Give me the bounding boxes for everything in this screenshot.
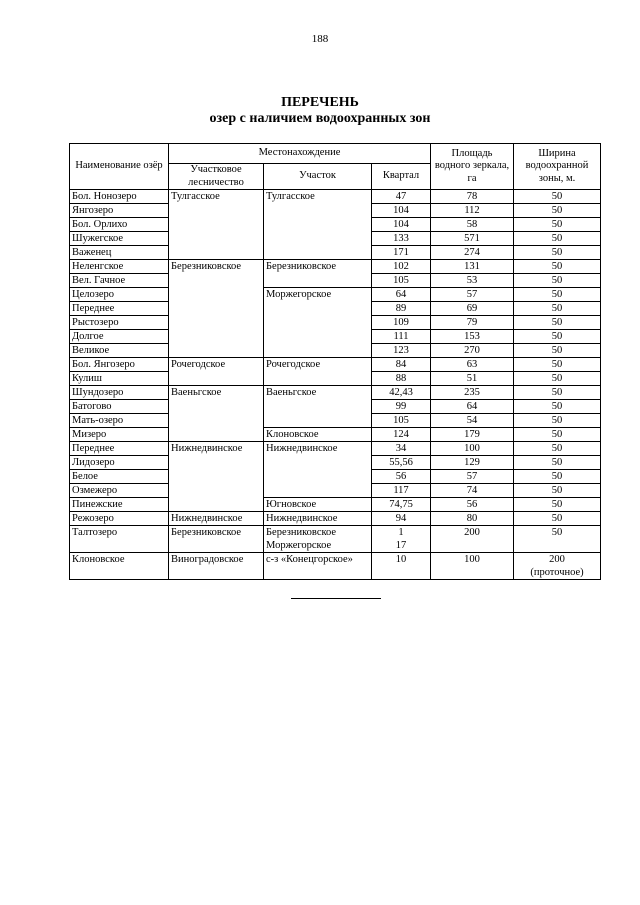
- table-row: [70, 246, 601, 260]
- lake-name-cell: Долгое: [70, 330, 169, 344]
- table-row: [70, 400, 601, 414]
- lake-name-cell: Бол. Орлихо: [70, 218, 169, 232]
- width-cell: 50: [514, 288, 601, 302]
- quarter-cell: 117: [372, 484, 431, 498]
- area-cell: [264, 344, 372, 358]
- quarter-cell: 102: [372, 260, 431, 274]
- area-cell: Рочегодское: [264, 358, 372, 372]
- forestry-cell: Нижнедвинское: [169, 442, 264, 456]
- table-row: [70, 344, 601, 358]
- surface-cell: 64: [431, 400, 514, 414]
- table-row: [70, 330, 601, 344]
- table-row: [70, 456, 601, 470]
- forestry-cell: [169, 344, 264, 358]
- area-cell: [264, 400, 372, 414]
- surface-cell: 200: [431, 526, 514, 553]
- lake-name-cell: Вел. Гачное: [70, 274, 169, 288]
- surface-cell: 51: [431, 372, 514, 386]
- forestry-cell: Тулгасское: [169, 190, 264, 204]
- table-row: [70, 442, 601, 456]
- table-row: [70, 260, 601, 274]
- table-row: [70, 484, 601, 498]
- surface-cell: 153: [431, 330, 514, 344]
- surface-cell: 56: [431, 498, 514, 512]
- surface-cell: 57: [431, 470, 514, 484]
- width-cell: 50: [514, 470, 601, 484]
- width-cell: 50: [514, 246, 601, 260]
- width-cell: 50: [514, 512, 601, 526]
- quarter-cell: 124: [372, 428, 431, 442]
- width-cell: 200 (проточное): [514, 553, 601, 580]
- forestry-cell: Нижнедвинское: [169, 512, 264, 526]
- width-cell: 50: [514, 442, 601, 456]
- width-cell: 50: [514, 274, 601, 288]
- lake-name-cell: Целозеро: [70, 288, 169, 302]
- width-cell: 50: [514, 232, 601, 246]
- area-cell: Нижнедвинское: [264, 512, 372, 526]
- surface-cell: 80: [431, 512, 514, 526]
- quarter-cell: 42,43: [372, 386, 431, 400]
- width-cell: 50: [514, 526, 601, 553]
- lake-name-cell: Шундозеро: [70, 386, 169, 400]
- area-cell: Моржегорское: [264, 288, 372, 302]
- quarter-cell: 55,56: [372, 456, 431, 470]
- surface-cell: 63: [431, 358, 514, 372]
- surface-cell: 129: [431, 456, 514, 470]
- table-row: [70, 414, 601, 428]
- quarter-cell: 64: [372, 288, 431, 302]
- surface-cell: 69: [431, 302, 514, 316]
- forestry-cell: [169, 484, 264, 498]
- width-cell: 50: [514, 498, 601, 512]
- quarter-cell: 56: [372, 470, 431, 484]
- quarter-cell: 105: [372, 274, 431, 288]
- forestry-cell: [169, 302, 264, 316]
- forestry-cell: [169, 316, 264, 330]
- lake-name-cell: Кулиш: [70, 372, 169, 386]
- quarter-cell: 99: [372, 400, 431, 414]
- table-row: [70, 288, 601, 302]
- width-cell: 50: [514, 428, 601, 442]
- forestry-cell: Березниковское: [169, 526, 264, 553]
- table-row: [70, 358, 601, 372]
- area-cell: Березниковское: [264, 260, 372, 274]
- lake-name-cell: Неленгское: [70, 260, 169, 274]
- area-cell: [264, 372, 372, 386]
- table-row: [70, 232, 601, 246]
- width-cell: 50: [514, 386, 601, 400]
- lake-name-cell: Янгозеро: [70, 204, 169, 218]
- area-cell: [264, 246, 372, 260]
- lake-name-cell: Бол. Янгозеро: [70, 358, 169, 372]
- lake-name-cell: Рыстозеро: [70, 316, 169, 330]
- table-row: [70, 302, 601, 316]
- lake-name-cell: Переднее: [70, 442, 169, 456]
- quarter-cell: 105: [372, 414, 431, 428]
- area-cell: Югновское: [264, 498, 372, 512]
- forestry-cell: [169, 232, 264, 246]
- surface-cell: 57: [431, 288, 514, 302]
- lake-name-cell: Переднее: [70, 302, 169, 316]
- page-title: ПЕРЕЧЕНЬ: [281, 95, 359, 110]
- surface-cell: 112: [431, 204, 514, 218]
- surface-cell: 235: [431, 386, 514, 400]
- area-cell: [264, 204, 372, 218]
- surface-cell: 270: [431, 344, 514, 358]
- quarter-cell: 89: [372, 302, 431, 316]
- quarter-cell: 104: [372, 204, 431, 218]
- table-row: [70, 190, 601, 204]
- table-row: [70, 553, 601, 580]
- header-forestry: Участковое лесничество: [169, 164, 264, 190]
- area-cell: [264, 484, 372, 498]
- area-cell: [264, 274, 372, 288]
- forestry-cell: [169, 498, 264, 512]
- table-row: [70, 470, 601, 484]
- width-cell: 50: [514, 260, 601, 274]
- width-cell: 50: [514, 358, 601, 372]
- surface-cell: 53: [431, 274, 514, 288]
- quarter-cell: 111: [372, 330, 431, 344]
- area-cell: [264, 218, 372, 232]
- quarter-cell: 104: [372, 218, 431, 232]
- width-cell: 50: [514, 204, 601, 218]
- width-cell: 50: [514, 330, 601, 344]
- table-row: [70, 386, 601, 400]
- forestry-cell: Ваеньгское: [169, 386, 264, 400]
- lake-name-cell: Клоновское: [70, 553, 169, 580]
- area-cell: [264, 316, 372, 330]
- closing-rule: [291, 598, 381, 599]
- forestry-cell: [169, 456, 264, 470]
- area-cell: [264, 456, 372, 470]
- surface-cell: 179: [431, 428, 514, 442]
- area-cell: [264, 302, 372, 316]
- surface-cell: 100: [431, 442, 514, 456]
- quarter-cell: 84: [372, 358, 431, 372]
- area-cell: [264, 470, 372, 484]
- area-cell: Ваеньгское: [264, 386, 372, 400]
- lake-name-cell: Озмежеро: [70, 484, 169, 498]
- page-subtitle: озер с наличием водоохранных зон: [209, 111, 431, 126]
- lake-name-cell: Пинежские: [70, 498, 169, 512]
- surface-cell: 78: [431, 190, 514, 204]
- surface-cell: 571: [431, 232, 514, 246]
- header-area: Участок: [264, 164, 372, 190]
- header-width: Ширина водоохранной зоны, м.: [514, 144, 601, 190]
- forestry-cell: [169, 414, 264, 428]
- table-row: [70, 372, 601, 386]
- lake-name-cell: Бол. Нонозеро: [70, 190, 169, 204]
- lake-name-cell: Шужегское: [70, 232, 169, 246]
- table-row: [70, 218, 601, 232]
- quarter-cell: 1 17: [372, 526, 431, 553]
- lakes-table: [69, 143, 601, 580]
- header-name: Наименование озёр: [70, 144, 169, 190]
- lake-name-cell: Батогово: [70, 400, 169, 414]
- lake-name-cell: Режозеро: [70, 512, 169, 526]
- width-cell: 50: [514, 302, 601, 316]
- quarter-cell: 74,75: [372, 498, 431, 512]
- lake-name-cell: Важенец: [70, 246, 169, 260]
- forestry-cell: [169, 470, 264, 484]
- forestry-cell: [169, 246, 264, 260]
- page-number: 188: [311, 33, 329, 45]
- area-cell: Клоновское: [264, 428, 372, 442]
- table-row: [70, 316, 601, 330]
- area-cell: [264, 232, 372, 246]
- quarter-cell: 171: [372, 246, 431, 260]
- quarter-cell: 10: [372, 553, 431, 580]
- forestry-cell: Березниковское: [169, 260, 264, 274]
- width-cell: 50: [514, 372, 601, 386]
- quarter-cell: 47: [372, 190, 431, 204]
- quarter-cell: 123: [372, 344, 431, 358]
- forestry-cell: [169, 330, 264, 344]
- forestry-cell: [169, 288, 264, 302]
- quarter-cell: 34: [372, 442, 431, 456]
- lake-name-cell: Талтозеро: [70, 526, 169, 553]
- lake-name-cell: Великое: [70, 344, 169, 358]
- quarter-cell: 109: [372, 316, 431, 330]
- surface-cell: 54: [431, 414, 514, 428]
- area-cell: Нижнедвинское: [264, 442, 372, 456]
- table-row: [70, 204, 601, 218]
- lake-name-cell: Мать-озеро: [70, 414, 169, 428]
- quarter-cell: 88: [372, 372, 431, 386]
- area-cell: Березниковское Моржегорское: [264, 526, 372, 553]
- table-row: [70, 428, 601, 442]
- area-cell: Тулгасское: [264, 190, 372, 204]
- lake-name-cell: Лидозеро: [70, 456, 169, 470]
- area-cell: с-з «Конецгорское»: [264, 553, 372, 580]
- area-cell: [264, 414, 372, 428]
- forestry-cell: [169, 204, 264, 218]
- forestry-cell: [169, 218, 264, 232]
- width-cell: 50: [514, 344, 601, 358]
- forestry-cell: [169, 274, 264, 288]
- lake-name-cell: Белое: [70, 470, 169, 484]
- header-location: Местонахождение: [169, 144, 431, 164]
- table-row: [70, 274, 601, 288]
- surface-cell: 274: [431, 246, 514, 260]
- surface-cell: 58: [431, 218, 514, 232]
- width-cell: 50: [514, 414, 601, 428]
- width-cell: 50: [514, 316, 601, 330]
- forestry-cell: [169, 400, 264, 414]
- table-row: [70, 512, 601, 526]
- table-body: [70, 190, 601, 580]
- width-cell: 50: [514, 400, 601, 414]
- header-surface: Площадь водного зеркала, га: [431, 144, 514, 190]
- table-row: [70, 498, 601, 512]
- forestry-cell: [169, 428, 264, 442]
- surface-cell: 100: [431, 553, 514, 580]
- quarter-cell: 133: [372, 232, 431, 246]
- forestry-cell: Виноградовское: [169, 553, 264, 580]
- surface-cell: 74: [431, 484, 514, 498]
- width-cell: 50: [514, 484, 601, 498]
- width-cell: 50: [514, 190, 601, 204]
- surface-cell: 131: [431, 260, 514, 274]
- forestry-cell: Рочегодское: [169, 358, 264, 372]
- header-quarter: Квартал: [372, 164, 431, 190]
- table-row: [70, 526, 601, 553]
- quarter-cell: 94: [372, 512, 431, 526]
- surface-cell: 79: [431, 316, 514, 330]
- width-cell: 50: [514, 456, 601, 470]
- width-cell: 50: [514, 218, 601, 232]
- forestry-cell: [169, 372, 264, 386]
- lake-name-cell: Мизеро: [70, 428, 169, 442]
- area-cell: [264, 330, 372, 344]
